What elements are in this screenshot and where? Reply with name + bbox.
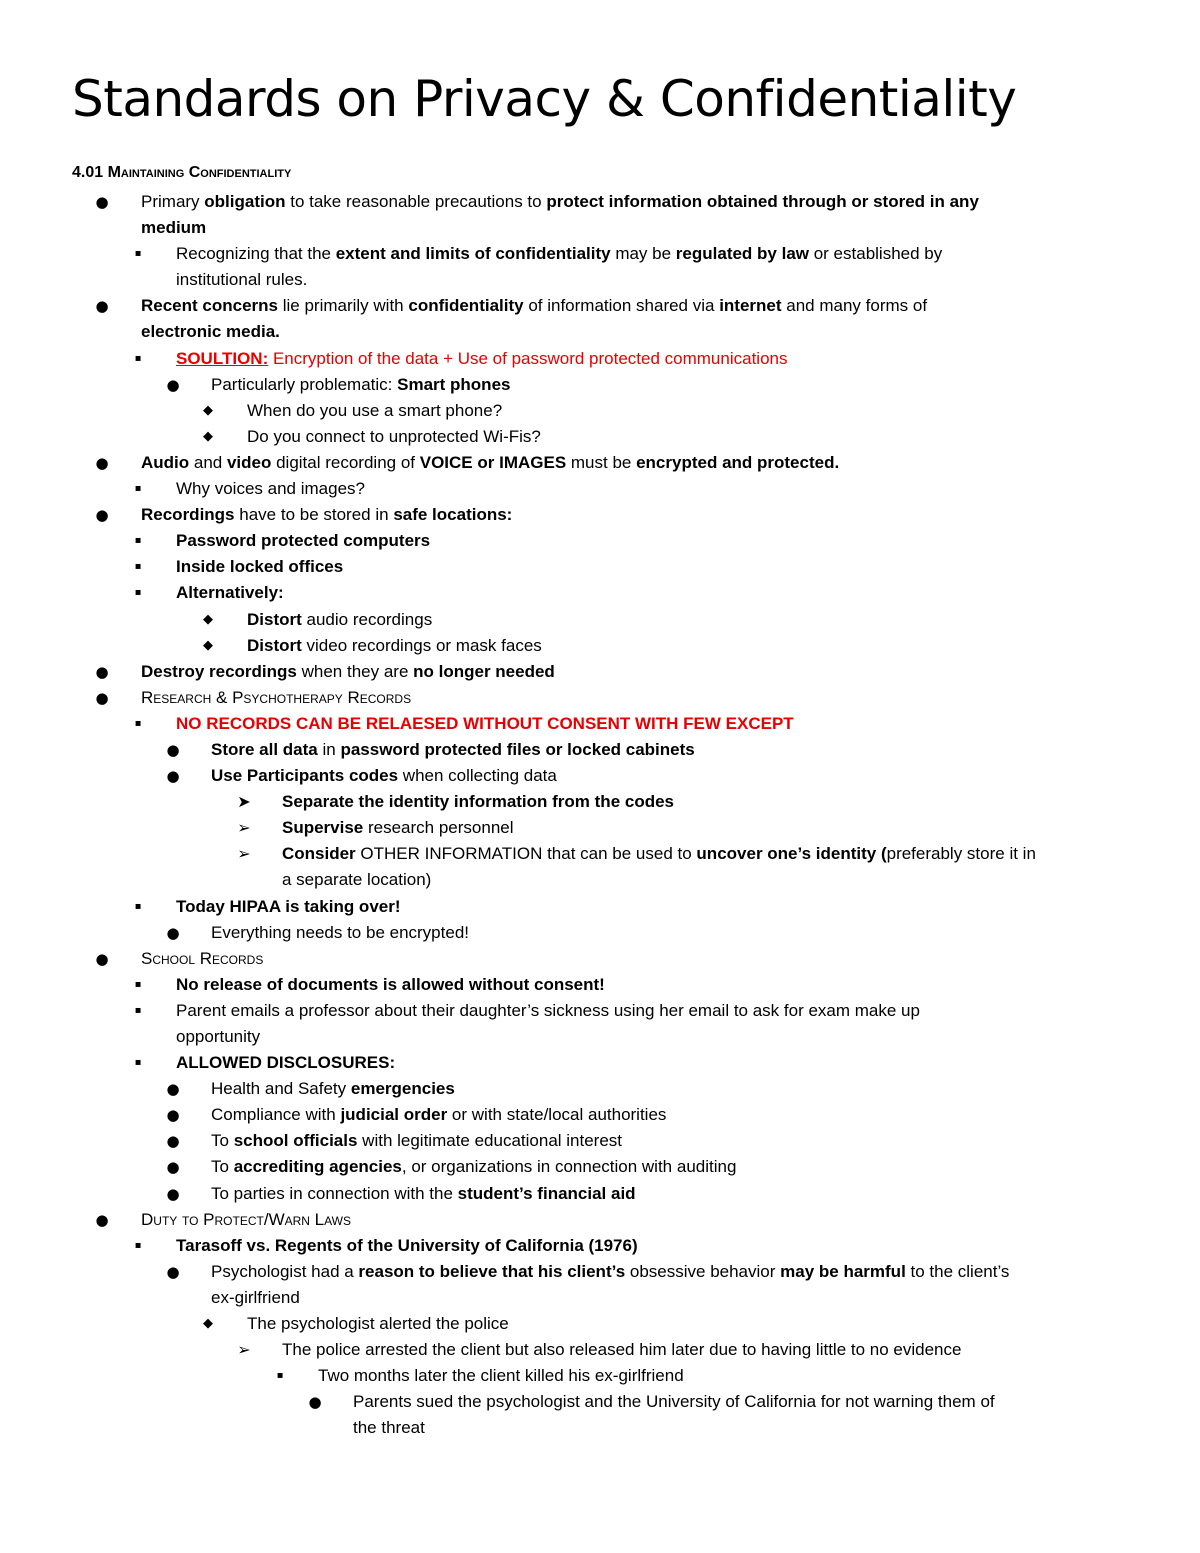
list-item xyxy=(0,215,1200,241)
section-label: Maintaining Confidentiality xyxy=(107,164,292,181)
text-run: Recordings xyxy=(141,505,235,525)
text-run: a separate location) xyxy=(282,870,432,890)
text-run: extent and limits of confidentiality xyxy=(335,244,611,264)
text-run: electronic media. xyxy=(141,322,280,342)
square-bullet-icon: ▪ xyxy=(134,1057,142,1069)
text-run: No release of documents is allowed without consent! xyxy=(176,974,605,994)
disc-bullet-icon: ● xyxy=(95,662,109,681)
text-run: When do you use a smart phone? xyxy=(247,400,503,420)
section-heading xyxy=(72,164,291,182)
list-item-text xyxy=(211,1259,1009,1285)
text-run: The psychologist alerted the police xyxy=(247,1314,509,1334)
list-item-text xyxy=(176,894,401,920)
list-item-text xyxy=(176,972,605,998)
text-run: Separate the identity information from the codes xyxy=(282,792,675,812)
disc-bullet-icon: ● xyxy=(166,1158,180,1177)
text-run: when collecting data xyxy=(398,766,557,786)
list-item-text xyxy=(247,607,432,633)
text-run: To xyxy=(211,1157,234,1177)
list-item-text xyxy=(176,528,430,554)
square-bullet-icon: ▪ xyxy=(134,1239,142,1251)
list-item-text xyxy=(141,659,555,685)
list-item xyxy=(0,607,1200,633)
text-run: lie primarily with xyxy=(278,296,409,316)
text-run: Distort xyxy=(247,635,302,655)
list-item xyxy=(0,450,1200,476)
list-item xyxy=(0,1311,1200,1337)
text-run: Encryption of the data + Use of password protected communications xyxy=(268,348,788,368)
list-item-text xyxy=(353,1415,425,1441)
text-run: protect information obtained through or stored in any xyxy=(546,192,979,211)
text-run: , or organizations in connection with auditing xyxy=(401,1157,737,1177)
text-run: uncover one’s identity ( xyxy=(696,844,887,864)
page-title: Standards on Privacy & Confidentiality xyxy=(72,70,1017,128)
list-item xyxy=(0,293,1200,319)
list-item xyxy=(0,1024,1200,1050)
text-run: Inside locked offices xyxy=(176,557,344,577)
list-item xyxy=(0,711,1200,737)
text-run: judicial order xyxy=(340,1105,448,1125)
list-item xyxy=(0,894,1200,920)
list-item-text xyxy=(211,1128,622,1154)
list-item xyxy=(0,1259,1200,1285)
text-run: Store all data xyxy=(211,739,318,759)
list-item-text xyxy=(141,502,512,528)
list-item xyxy=(0,372,1200,398)
text-run: and xyxy=(189,452,227,472)
text-run: video recordings or mask faces xyxy=(301,635,542,655)
text-run: ALLOWED DISCLOSURES: xyxy=(176,1053,396,1073)
text-run: Smart phones xyxy=(397,374,511,394)
text-run: preferably store it in xyxy=(886,844,1036,864)
list-item-text xyxy=(176,476,365,502)
text-run: emergencies xyxy=(350,1079,455,1099)
list-item xyxy=(0,241,1200,267)
text-run: Compliance with xyxy=(211,1105,341,1125)
disc-bullet-icon: ● xyxy=(95,949,109,968)
list-item xyxy=(0,319,1200,345)
text-run: Everything needs to be encrypted! xyxy=(211,922,469,942)
list-item xyxy=(0,554,1200,580)
list-item-text xyxy=(247,633,542,659)
list-item-text xyxy=(211,1285,300,1311)
list-item xyxy=(0,476,1200,502)
list-item xyxy=(0,580,1200,606)
text-run: Recognizing that the xyxy=(176,244,336,264)
list-item xyxy=(0,1181,1200,1207)
text-run: School Records xyxy=(141,948,264,968)
list-item-text xyxy=(282,1337,961,1363)
list-item xyxy=(0,998,1200,1024)
text-run: obligation xyxy=(204,192,286,211)
text-run: Particularly problematic: xyxy=(211,374,398,394)
list-item xyxy=(0,528,1200,554)
list-item-text xyxy=(353,1389,995,1415)
list-item-text xyxy=(176,554,343,580)
list-item-text xyxy=(176,241,942,267)
text-run: medium xyxy=(141,218,207,238)
disc-bullet-icon: ● xyxy=(308,1393,322,1412)
list-item xyxy=(0,1415,1200,1441)
list-item-text xyxy=(176,1233,638,1259)
text-run: no longer needed xyxy=(413,661,555,681)
disc-bullet-icon: ● xyxy=(166,1106,180,1125)
text-run: reason to believe that his client’s xyxy=(358,1261,626,1281)
text-run: opportunity xyxy=(176,1027,261,1046)
text-run: and many forms of xyxy=(781,296,928,316)
list-item-text xyxy=(211,1102,666,1128)
square-bullet-icon: ▪ xyxy=(134,1004,142,1016)
square-bullet-icon: ▪ xyxy=(134,978,142,990)
text-run: school officials xyxy=(233,1131,358,1151)
text-run: The police arrested the client but also released him later due to having little to no evidence xyxy=(282,1340,962,1360)
list-item-text xyxy=(318,1363,684,1389)
arrow-bullet-icon: ➢ xyxy=(237,818,251,838)
list-item xyxy=(0,1207,1200,1233)
disc-bullet-icon: ● xyxy=(95,1210,109,1229)
list-item xyxy=(0,1102,1200,1128)
disc-bullet-icon: ● xyxy=(166,1132,180,1151)
list-item xyxy=(0,789,1200,815)
list-item xyxy=(0,946,1200,972)
text-run: Parents sued the psychologist and the University of California for not warning them of xyxy=(353,1392,995,1412)
list-item-text xyxy=(282,867,431,893)
list-item xyxy=(0,737,1200,763)
section-number: 4.01 xyxy=(72,164,104,181)
list-item xyxy=(0,1337,1200,1363)
text-run: Psychologist had a xyxy=(211,1261,359,1281)
square-bullet-icon: ▪ xyxy=(134,561,142,573)
text-run: may be xyxy=(610,244,676,264)
list-item-text xyxy=(211,372,510,398)
list-item-text xyxy=(141,319,280,345)
square-bullet-icon: ▪ xyxy=(134,900,142,912)
text-run: Today HIPAA is taking over! xyxy=(176,896,401,916)
text-run: obsessive behavior xyxy=(625,1261,781,1281)
list-item-text xyxy=(211,1076,455,1102)
text-run: when they are xyxy=(296,661,414,681)
disc-bullet-icon: ● xyxy=(166,740,180,759)
text-run: Use Participants codes xyxy=(211,766,399,786)
arrow-bullet-icon: ➢ xyxy=(237,844,251,864)
text-run: audio recordings xyxy=(301,609,433,629)
list-item xyxy=(0,267,1200,293)
text-run: may be harmful xyxy=(780,1261,906,1281)
square-bullet-icon: ▪ xyxy=(276,1370,284,1382)
text-run: To xyxy=(211,1131,234,1151)
text-run: Research & Psychotherapy Records xyxy=(141,687,412,707)
arrow-bullet-icon: ➢ xyxy=(237,1340,251,1360)
list-item-text xyxy=(141,215,206,241)
text-run: OTHER INFORMATION that can be used to xyxy=(355,844,697,864)
text-run: Why voices and images? xyxy=(176,479,365,499)
list-item xyxy=(0,502,1200,528)
disc-bullet-icon: ● xyxy=(166,923,180,942)
list-item xyxy=(0,1154,1200,1180)
list-item xyxy=(0,867,1200,893)
list-item xyxy=(0,633,1200,659)
text-run: in xyxy=(317,739,341,759)
list-item-text xyxy=(282,841,1036,867)
text-run: must be xyxy=(566,452,637,472)
square-bullet-icon: ▪ xyxy=(134,248,142,260)
disc-bullet-icon: ● xyxy=(95,688,109,707)
list-item-text xyxy=(211,1154,736,1180)
disc-bullet-icon: ● xyxy=(95,297,109,316)
text-run: safe locations: xyxy=(393,505,513,525)
list-item-text xyxy=(176,998,920,1024)
text-run: Duty to Protect/Warn Laws xyxy=(141,1209,352,1229)
list-item-text xyxy=(141,189,979,215)
text-run: digital recording of xyxy=(271,452,420,472)
text-run: Supervise xyxy=(282,818,364,838)
text-run: Do you connect to unprotected Wi-Fis? xyxy=(247,426,541,446)
text-run: institutional rules. xyxy=(176,270,308,290)
text-run: accrediting agencies xyxy=(233,1157,402,1177)
text-run: with legitimate educational interest xyxy=(357,1131,623,1151)
text-run: To parties in connection with the xyxy=(211,1183,458,1203)
list-item xyxy=(0,1233,1200,1259)
text-run: Alternatively: xyxy=(176,583,284,603)
text-run: Recent concerns xyxy=(141,296,278,316)
list-item-text xyxy=(176,267,307,293)
diamond-bullet-icon: ◆ xyxy=(203,1316,213,1332)
list-item-text xyxy=(176,711,794,737)
text-run: Health and Safety xyxy=(211,1079,351,1099)
text-run: to take reasonable precautions to xyxy=(285,192,547,211)
list-item-text xyxy=(141,293,927,319)
list-item xyxy=(0,841,1200,867)
text-run: video xyxy=(226,452,272,472)
list-item xyxy=(0,815,1200,841)
disc-bullet-icon: ● xyxy=(166,1080,180,1099)
square-bullet-icon: ▪ xyxy=(134,717,142,729)
text-run: VOICE or IMAGES xyxy=(419,452,567,472)
diamond-bullet-icon: ◆ xyxy=(203,402,213,418)
text-run: confidentiality xyxy=(408,296,524,316)
list-item-text xyxy=(176,580,284,606)
disc-bullet-icon: ● xyxy=(95,453,109,472)
list-item-text xyxy=(141,946,263,972)
text-run: password protected files or locked cabinets xyxy=(340,739,695,759)
text-run: the threat xyxy=(353,1418,425,1438)
list-item-text xyxy=(176,1024,260,1050)
text-run: regulated by law xyxy=(675,244,809,264)
text-run: student’s financial aid xyxy=(457,1183,636,1203)
list-item-text xyxy=(211,920,469,946)
list-item-text xyxy=(282,815,514,841)
list-item-text xyxy=(141,685,411,711)
text-run: ex-girlfriend xyxy=(211,1287,300,1307)
list-item xyxy=(0,398,1200,424)
list-item-text xyxy=(141,1207,351,1233)
list-item xyxy=(0,346,1200,372)
list-item xyxy=(0,189,1200,215)
list-item-text xyxy=(176,346,787,372)
text-run: Consider xyxy=(282,844,356,864)
text-run: of information shared via xyxy=(523,296,720,316)
list-item xyxy=(0,424,1200,450)
disc-bullet-icon: ● xyxy=(95,193,109,211)
text-run: research personnel xyxy=(363,818,514,838)
text-run: SOULTION: xyxy=(176,348,269,368)
disc-bullet-icon: ● xyxy=(166,375,180,394)
square-bullet-icon: ▪ xyxy=(134,483,142,495)
text-run: Tarasoff vs. Regents of the University of California (1976) xyxy=(176,1235,638,1255)
square-bullet-icon: ▪ xyxy=(134,352,142,364)
text-run: Parent emails a professor about their daughter’s sickness using her email to ask for exam make up xyxy=(176,1000,920,1020)
disc-bullet-icon: ● xyxy=(166,1262,180,1281)
text-run: NO RECORDS CAN BE RELAESED WITHOUT CONSENT WITH FEW EXCEPT xyxy=(176,713,794,733)
list-item xyxy=(0,1076,1200,1102)
list-item-text xyxy=(211,763,557,789)
arrow-bullet-icon: ➤ xyxy=(237,792,251,812)
outline-list xyxy=(0,189,1200,1442)
list-item-text xyxy=(247,424,541,450)
square-bullet-icon: ▪ xyxy=(134,587,142,599)
list-item xyxy=(0,972,1200,998)
list-item-text xyxy=(141,450,839,476)
text-run: Destroy recordings xyxy=(141,661,297,681)
list-item-text xyxy=(247,398,502,424)
diamond-bullet-icon: ◆ xyxy=(203,611,213,627)
text-run: Password protected computers xyxy=(176,531,431,551)
list-item xyxy=(0,1389,1200,1415)
list-item xyxy=(0,659,1200,685)
list-item-text xyxy=(211,737,695,763)
text-run: Distort xyxy=(247,609,302,629)
list-item-text xyxy=(176,1050,395,1076)
diamond-bullet-icon: ◆ xyxy=(203,428,213,444)
square-bullet-icon: ▪ xyxy=(134,535,142,547)
diamond-bullet-icon: ◆ xyxy=(203,637,213,653)
list-item-text xyxy=(211,1181,636,1207)
text-run: to the client’s xyxy=(905,1261,1010,1281)
list-item xyxy=(0,763,1200,789)
text-run: or established by xyxy=(809,244,943,264)
list-item xyxy=(0,1128,1200,1154)
text-run: or with state/local authorities xyxy=(447,1105,667,1125)
list-item xyxy=(0,1285,1200,1311)
list-item xyxy=(0,685,1200,711)
list-item-text xyxy=(282,789,674,815)
disc-bullet-icon: ● xyxy=(95,506,109,525)
disc-bullet-icon: ● xyxy=(166,767,180,786)
text-run: Two months later the client killed his ex-girlfriend xyxy=(318,1366,684,1386)
list-item xyxy=(0,1363,1200,1389)
text-run: Audio xyxy=(141,452,190,472)
disc-bullet-icon: ● xyxy=(166,1184,180,1203)
text-run: Primary xyxy=(141,192,205,211)
text-run: internet xyxy=(719,296,782,316)
list-item xyxy=(0,1050,1200,1076)
text-run: have to be stored in xyxy=(234,505,394,525)
text-run: encrypted and protected. xyxy=(636,452,840,472)
list-item-text xyxy=(247,1311,509,1337)
list-item xyxy=(0,920,1200,946)
